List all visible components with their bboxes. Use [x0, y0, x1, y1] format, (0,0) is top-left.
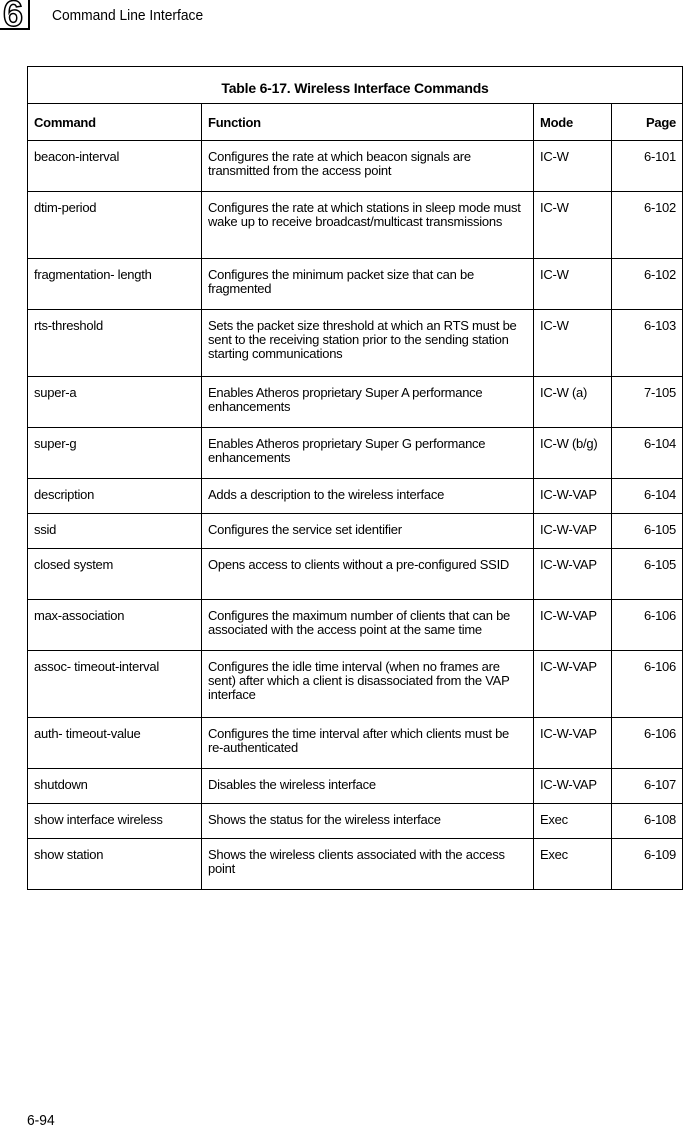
mode-cell: IC-W-VAP — [534, 600, 612, 651]
wireless-interface-commands-table — [27, 66, 683, 890]
function-cell: Shows the wireless clients associated with the access point — [202, 839, 534, 890]
command-cell: super-a — [28, 377, 202, 428]
table-row — [28, 600, 683, 651]
chapter-number: 6 — [3, 0, 24, 34]
column-header-command: Command — [28, 104, 202, 141]
mode-cell: IC-W-VAP — [534, 651, 612, 718]
mode-cell: IC-W — [534, 141, 612, 192]
command-cell: assoc- timeout-interval — [28, 651, 202, 718]
command-cell: shutdown — [28, 769, 202, 804]
column-header-mode: Mode — [534, 104, 612, 141]
command-cell: description — [28, 479, 202, 514]
table-row — [28, 718, 683, 769]
table-row — [28, 549, 683, 600]
mode-cell: IC-W-VAP — [534, 769, 612, 804]
table-row — [28, 514, 683, 549]
page-cell: 6-106 — [612, 651, 683, 718]
table-row — [28, 141, 683, 192]
function-cell: Opens access to clients without a pre-configured SSID — [202, 549, 534, 600]
page-cell: 6-106 — [612, 718, 683, 769]
function-cell: Shows the status for the wireless interface — [202, 804, 534, 839]
page-cell: 6-108 — [612, 804, 683, 839]
chapter-tab — [0, 0, 30, 34]
mode-cell: IC-W — [534, 259, 612, 310]
table-row — [28, 192, 683, 259]
table-row — [28, 310, 683, 377]
mode-cell: IC-W-VAP — [534, 514, 612, 549]
table-row — [28, 479, 683, 514]
function-cell: Enables Atheros proprietary Super G performance enhancements — [202, 428, 534, 479]
table-row — [28, 377, 683, 428]
function-cell: Configures the maximum number of clients that can be associated with the access point at the same time — [202, 600, 534, 651]
function-cell: Configures the time interval after which clients must be re-authenticated — [202, 718, 534, 769]
page-cell: 6-105 — [612, 549, 683, 600]
page-cell: 6-104 — [612, 479, 683, 514]
command-cell: beacon-interval — [28, 141, 202, 192]
page-cell: 6-102 — [612, 192, 683, 259]
mode-cell: IC-W-VAP — [534, 549, 612, 600]
command-cell: show interface wireless — [28, 804, 202, 839]
table-row — [28, 769, 683, 804]
function-cell: Adds a description to the wireless interface — [202, 479, 534, 514]
column-header-page: Page — [612, 104, 683, 141]
page-cell: 7-105 — [612, 377, 683, 428]
function-cell: Configures the minimum packet size that can be fragmented — [202, 259, 534, 310]
command-cell: max-association — [28, 600, 202, 651]
command-cell: ssid — [28, 514, 202, 549]
mode-cell: Exec — [534, 804, 612, 839]
function-cell: Configures the idle time interval (when no frames are sent) after which a client is disassociated from the VAP interface — [202, 651, 534, 718]
page-cell: 6-105 — [612, 514, 683, 549]
running-header-title: Command Line Interface — [52, 7, 204, 24]
command-cell: closed system — [28, 549, 202, 600]
mode-cell: IC-W — [534, 192, 612, 259]
command-cell: dtim-period — [28, 192, 202, 259]
command-cell: fragmentation- length — [28, 259, 202, 310]
mode-cell: IC-W-VAP — [534, 479, 612, 514]
page-cell: 6-109 — [612, 839, 683, 890]
mode-cell: IC-W (a) — [534, 377, 612, 428]
page-cell: 6-103 — [612, 310, 683, 377]
page-cell: 6-106 — [612, 600, 683, 651]
mode-cell: IC-W-VAP — [534, 718, 612, 769]
command-cell: rts-threshold — [28, 310, 202, 377]
mode-cell: IC-W (b/g) — [534, 428, 612, 479]
table-row — [28, 839, 683, 890]
mode-cell: IC-W — [534, 310, 612, 377]
command-cell: super-g — [28, 428, 202, 479]
command-cell: auth- timeout-value — [28, 718, 202, 769]
function-cell: Disables the wireless interface — [202, 769, 534, 804]
mode-cell: Exec — [534, 839, 612, 890]
table-caption: Table 6-17. Wireless Interface Commands — [28, 67, 683, 104]
page-cell: 6-107 — [612, 769, 683, 804]
page-cell: 6-101 — [612, 141, 683, 192]
table-row — [28, 259, 683, 310]
function-cell: Sets the packet size threshold at which an RTS must be sent to the receiving station prior to the sending station starting communications — [202, 310, 534, 377]
function-cell: Configures the rate at which beacon signals are transmitted from the access point — [202, 141, 534, 192]
page-number: 6-94 — [27, 1112, 55, 1129]
function-cell: Enables Atheros proprietary Super A performance enhancements — [202, 377, 534, 428]
command-cell: show station — [28, 839, 202, 890]
function-cell: Configures the rate at which stations in sleep mode must wake up to receive broadcast/multicast transmissions — [202, 192, 534, 259]
page-cell: 6-104 — [612, 428, 683, 479]
table-row — [28, 428, 683, 479]
page-cell: 6-102 — [612, 259, 683, 310]
table-row — [28, 804, 683, 839]
table-row — [28, 651, 683, 718]
function-cell: Configures the service set identifier — [202, 514, 534, 549]
column-header-function: Function — [202, 104, 534, 141]
